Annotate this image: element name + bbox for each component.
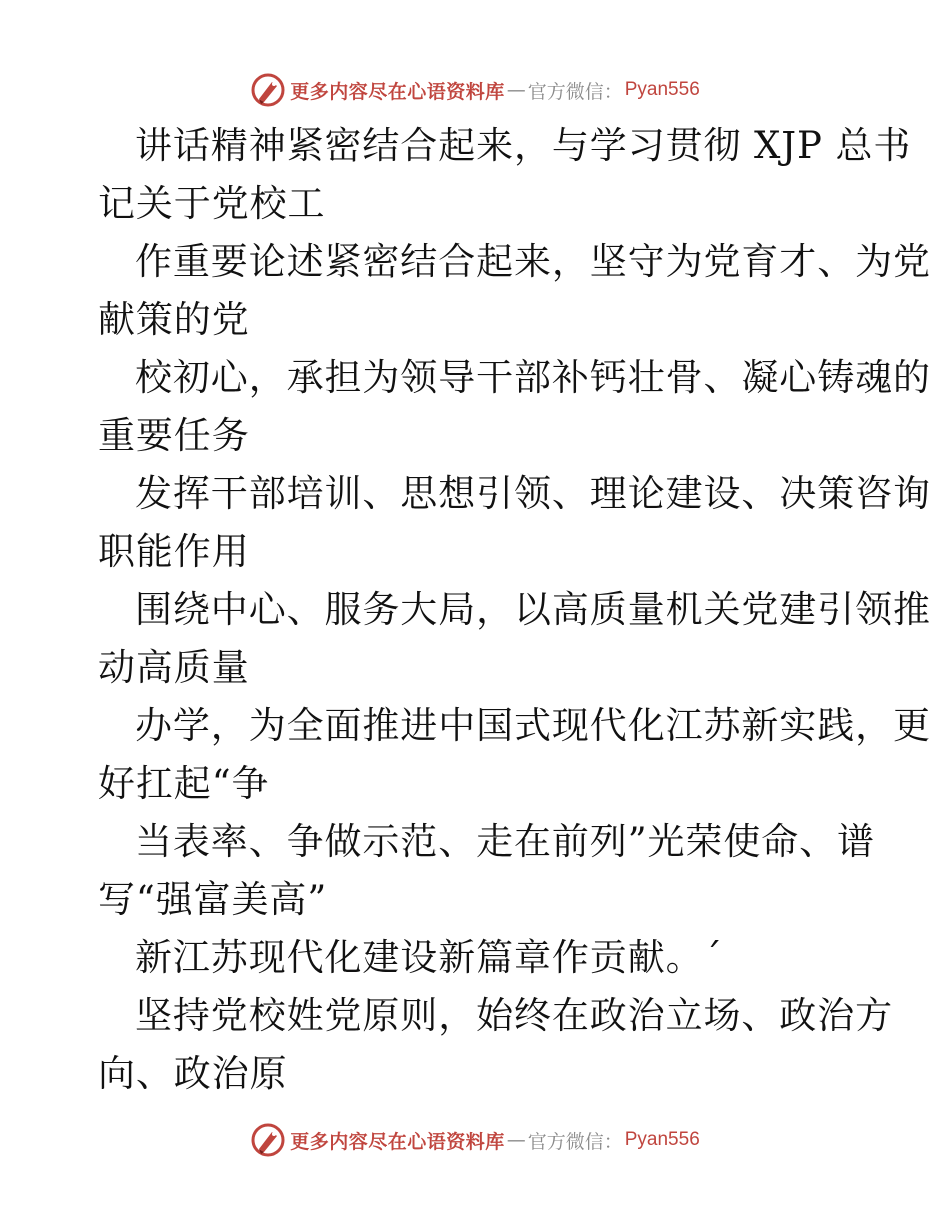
text-line: 作重要论述紧密结合起来，坚守为党育才、为党 — [135, 240, 931, 283]
banner-title: 更多内容尽在心语资料库 — [290, 1130, 505, 1153]
text-line: 坚持党校姓党原则，始终在政治立场、政治方 — [135, 994, 893, 1037]
text-line: 当表率、争做示范、走在前列”光荣使命、谱 — [135, 820, 875, 863]
banner-wechat-label: 官方微信： — [527, 80, 623, 103]
text-line: 办学，为全面推进中国式现代化江苏新实践，更 — [135, 704, 931, 747]
text-line: 写“强富美高” — [98, 878, 328, 921]
footer-banner — [0, 1120, 950, 1160]
text-line: 围绕中心、服务大局，以高质量机关党建引领推 — [135, 588, 931, 631]
text-line: 动高质量 — [98, 646, 250, 689]
banner-title: 更多内容尽在心语资料库 — [290, 80, 505, 103]
text-line: 讲话精神紧密结合起来，与学习贯彻 XJP 总书 — [135, 124, 912, 167]
text-line: 校初心，承担为领导干部补钙壮骨、凝心铸魂的 — [135, 356, 931, 399]
banner-wechat-id: Pyan556 — [624, 79, 700, 100]
text-line: 好扛起“争 — [98, 762, 270, 805]
pen-logo-icon — [250, 72, 286, 108]
text-line: 职能作用 — [98, 530, 250, 573]
banner-wechat-label: 官方微信： — [527, 1130, 623, 1153]
banner-separator: — — [506, 1129, 526, 1151]
banner-wechat-id: Pyan556 — [624, 1129, 700, 1150]
text-line: 新江苏现代化建设新篇章作贡献。ˊ — [135, 936, 723, 979]
text-line: 献策的党 — [98, 298, 250, 341]
banner-separator: — — [506, 79, 526, 101]
text-line: 向、政治原 — [98, 1052, 288, 1095]
pen-logo-icon — [250, 1122, 286, 1158]
text-line: 记关于党校工 — [98, 182, 326, 225]
text-line: 重要任务 — [98, 414, 250, 457]
header-banner — [0, 70, 950, 110]
text-line: 发挥干部培训、思想引领、理论建设、决策咨询 — [135, 472, 931, 515]
